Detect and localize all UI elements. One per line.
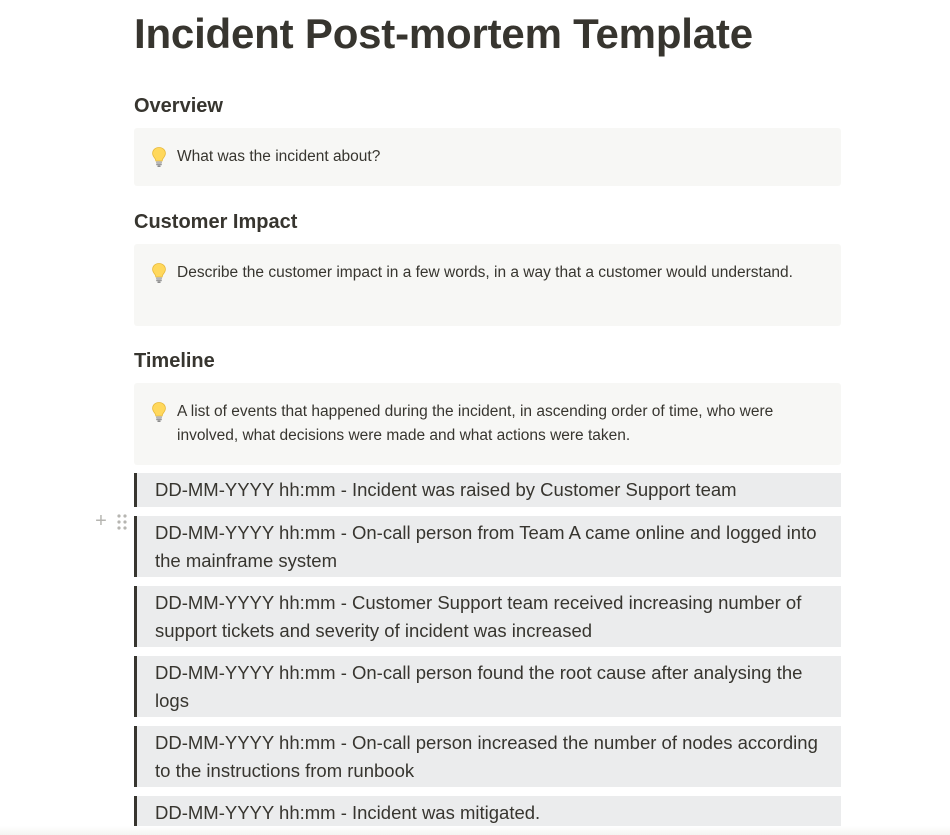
drag-handle-icon[interactable] [116, 513, 128, 531]
callout-customer-impact[interactable] [134, 244, 841, 326]
add-block-icon[interactable]: + [95, 510, 107, 532]
callout-timeline[interactable] [134, 383, 841, 465]
page-title[interactable]: Incident Post-mortem Template [134, 10, 753, 57]
callout-text: A list of events that happened during the incident, in ascending order of time, who were involved, what decisions were made and what actions were taken. [177, 403, 774, 444]
lightbulb-icon [149, 401, 169, 423]
timeline-event[interactable]: DD-MM-YYYY hh:mm - Customer Support team received increasing number of support tickets and severity of incident was increased [134, 586, 841, 647]
lightbulb-icon [149, 262, 169, 284]
page-content [134, 0, 841, 830]
page-bottom-edge [0, 826, 950, 835]
timeline-event[interactable]: DD-MM-YYYY hh:mm - On-call person increased the number of nodes according to the instructions from runbook [134, 726, 841, 787]
timeline-event[interactable]: DD-MM-YYYY hh:mm - Incident was mitigated. [134, 796, 841, 830]
callout-overview[interactable] [134, 128, 841, 186]
heading-timeline[interactable]: Timeline [134, 350, 215, 372]
timeline-event[interactable]: DD-MM-YYYY hh:mm - On-call person found the root cause after analysing the logs [134, 656, 841, 717]
callout-text: Describe the customer impact in a few words, in a way that a customer would understand. [177, 264, 793, 281]
lightbulb-icon [149, 146, 169, 168]
heading-customer-impact[interactable]: Customer Impact [134, 211, 298, 233]
timeline-event[interactable]: DD-MM-YYYY hh:mm - On-call person from Team A came online and logged into the mainframe system [134, 516, 841, 577]
callout-text: What was the incident about? [177, 148, 381, 165]
heading-overview[interactable]: Overview [134, 95, 223, 117]
timeline-event[interactable]: DD-MM-YYYY hh:mm - Incident was raised by Customer Support team [134, 473, 841, 507]
